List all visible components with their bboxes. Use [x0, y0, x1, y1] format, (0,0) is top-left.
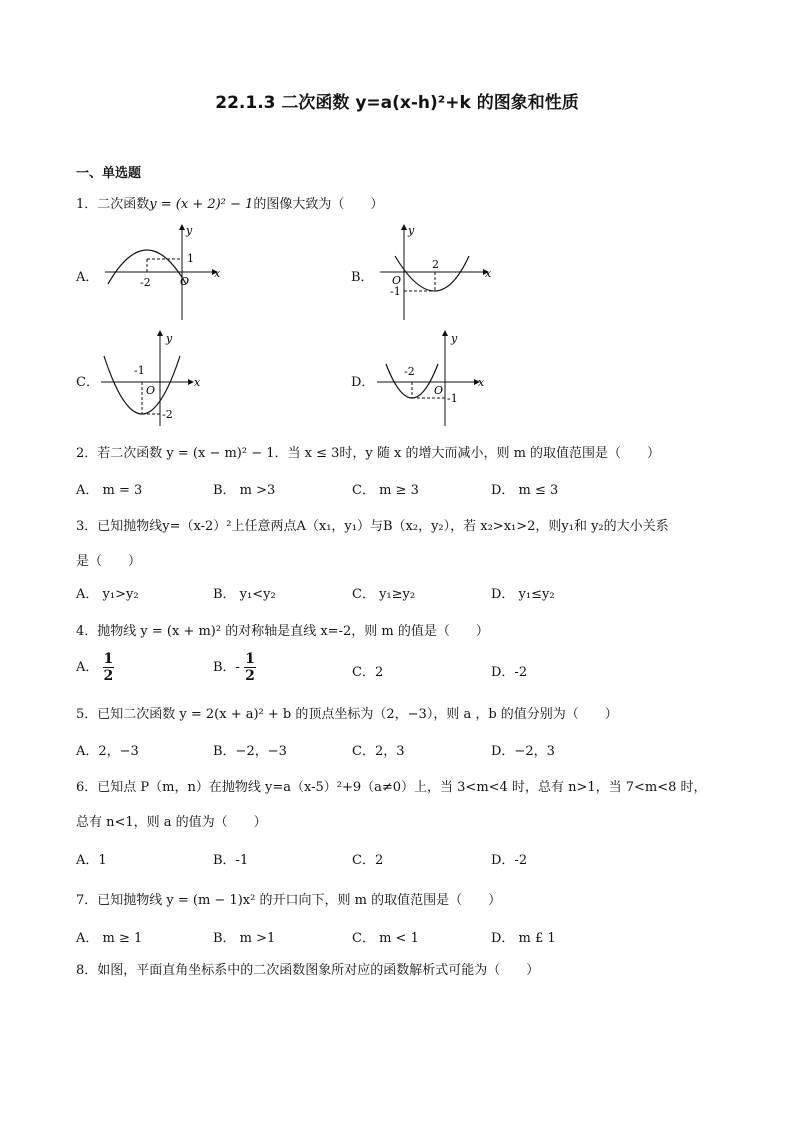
- q1-option-a-graph[interactable]: [100, 222, 225, 322]
- question-7: 7．已知抛物线 y = (m − 1)x² 的开口向下，则 m 的取值范围是（ ）: [76, 893, 502, 908]
- origin-label: O: [434, 384, 444, 397]
- q4-option-d[interactable]: D．-2: [491, 665, 528, 680]
- page-title: 22.1.3 二次函数 y=a(x-h)²+k 的图象和性质: [215, 93, 579, 113]
- q1-option-d-graph[interactable]: [372, 328, 497, 428]
- q1-option-d-label[interactable]: D．: [351, 375, 375, 390]
- tick-label: -1: [390, 285, 401, 298]
- section-heading: 一、单选题: [76, 166, 142, 181]
- q1-tail: 的图像大致为（ ）: [253, 197, 384, 212]
- q4-option-a-fraction: $\frac{1}{2}$: [103, 651, 114, 684]
- question-1: [76, 193, 383, 212]
- y-axis-arrow: [157, 330, 163, 336]
- q1-option-b-graph[interactable]: [375, 222, 500, 322]
- q2-option-a[interactable]: A． m = 3: [76, 483, 143, 498]
- y-label: y: [451, 332, 458, 345]
- q1-option-a-label[interactable]: A．: [76, 270, 99, 285]
- tick-label: -2: [162, 408, 173, 421]
- q3-option-b[interactable]: B． y₁<y₂: [213, 587, 276, 602]
- q7-option-d[interactable]: D． m £ 1: [491, 931, 556, 946]
- q1-option-c-graph[interactable]: [96, 328, 216, 428]
- question-8: 8．如图，平面直角坐标系中的二次函数图象所对应的函数解析式可能为（ ）: [76, 963, 540, 978]
- q4-option-a[interactable]: [76, 651, 114, 684]
- q1-option-c-label[interactable]: C．: [76, 375, 99, 390]
- origin-label: O: [392, 274, 402, 287]
- q5-option-b[interactable]: B．−2，−3: [213, 744, 287, 759]
- q7-option-b[interactable]: B． m >1: [213, 931, 276, 946]
- q4-option-b-label: B．-: [213, 660, 240, 675]
- question-2: 2．若二次函数 y = (x − m)² − 1．当 x ≤ 3时，y 随 x 的增大而减小，则 m 的取值范围是（ ）: [76, 446, 661, 461]
- tick-label: 2: [432, 258, 439, 271]
- y-axis-arrow: [401, 224, 407, 230]
- tick-label: 1: [187, 252, 194, 265]
- q5-option-c[interactable]: C．2，3: [352, 744, 405, 759]
- x-label: x: [478, 376, 485, 389]
- q6-option-c[interactable]: C．2: [352, 853, 384, 868]
- x-label: x: [194, 376, 201, 389]
- y-label: y: [166, 332, 173, 345]
- q4-option-b[interactable]: [213, 651, 256, 684]
- q4-option-a-label: A．: [76, 660, 99, 675]
- y-axis-arrow: [442, 330, 448, 336]
- question-6-line2: 总有 n<1，则 a 的值为（ ）: [76, 815, 267, 830]
- q1-option-b-label[interactable]: B．: [351, 270, 374, 285]
- tick-label: -2: [404, 365, 415, 378]
- q3-option-d[interactable]: D． y₁≤y₂: [491, 587, 555, 602]
- q2-option-d[interactable]: D． m ≤ 3: [491, 483, 559, 498]
- x-label: x: [485, 267, 492, 280]
- q2-option-b[interactable]: B． m >3: [213, 483, 276, 498]
- x-label: x: [214, 267, 221, 280]
- origin-label: O: [146, 384, 156, 397]
- question-3-line1: 3．已知抛物线y=（x-2）²上任意两点A（x₁，y₁）与B（x₂，y₂），若 x₂>x₁>2，则y₁和 y₂的大小关系: [76, 519, 669, 534]
- q7-option-a[interactable]: A． m ≥ 1: [76, 931, 143, 946]
- question-5: 5．已知二次函数 y = 2(x + a)² + b 的顶点坐标为（2，−3），则 a ，b 的值分别为（ ）: [76, 707, 618, 722]
- q5-option-a[interactable]: A．2，−3: [76, 744, 139, 759]
- origin-label: O: [180, 275, 190, 288]
- q4-option-c[interactable]: C．2: [352, 665, 384, 680]
- q4-option-b-fraction: $\frac{1}{2}$: [245, 651, 255, 684]
- question-4: 4．抛物线 y = (x + m)² 的对称轴是直线 x=-2，则 m 的值是（ ）: [76, 624, 489, 639]
- q1-formula: y = (x + 2)² − 1: [149, 197, 254, 212]
- y-label: y: [408, 224, 415, 237]
- q6-option-d[interactable]: D．-2: [491, 853, 528, 868]
- q6-option-a[interactable]: A．1: [76, 853, 107, 868]
- question-3-line2: 是（ ）: [76, 554, 142, 569]
- question-6-line1: 6．已知点 P（m，n）在抛物线 y=a（x-5）²+9（a≠0）上，当 3<m<4 时，总有 n>1，当 7<m<8 时，: [76, 780, 707, 795]
- q7-option-c[interactable]: C． m < 1: [352, 931, 419, 946]
- y-axis-arrow: [179, 224, 185, 230]
- q1-stem: 1．二次函数: [76, 197, 150, 212]
- tick-label: -1: [134, 364, 145, 377]
- q5-option-d[interactable]: D．−2，3: [491, 744, 555, 759]
- q2-option-c[interactable]: C． m ≥ 3: [352, 483, 419, 498]
- y-label: y: [186, 224, 193, 237]
- tick-label: -2: [140, 276, 151, 289]
- q6-option-b[interactable]: B．-1: [213, 853, 249, 868]
- q3-option-a[interactable]: A． y₁>y₂: [76, 587, 139, 602]
- q3-option-c[interactable]: C． y₁≥y₂: [352, 587, 416, 602]
- tick-label: -1: [447, 392, 458, 405]
